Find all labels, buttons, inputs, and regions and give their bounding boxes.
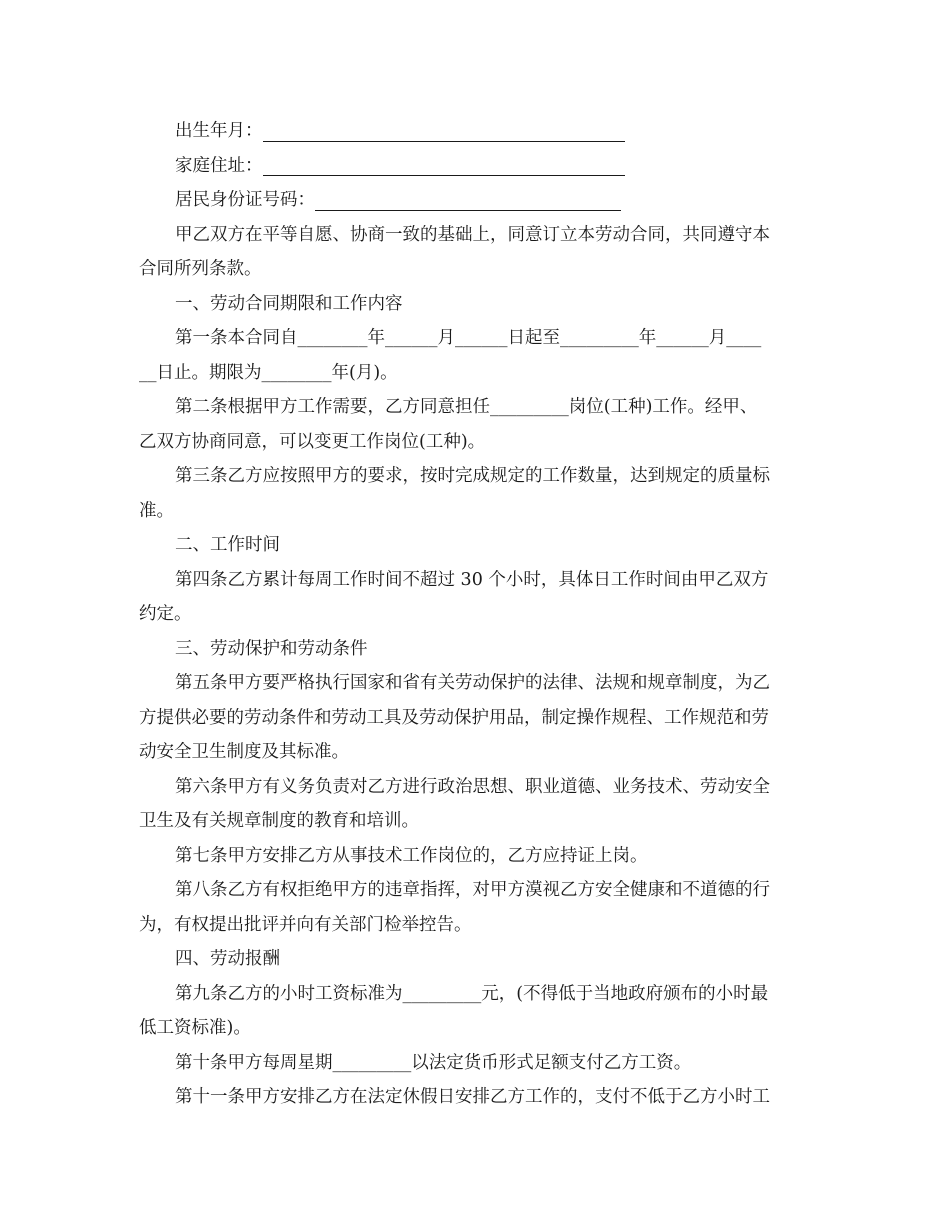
text-line: 第七条甲方安排乙方从事技术工作岗位的，乙方应持证上岗。	[175, 845, 648, 866]
text-line: 二、工作时间	[175, 535, 280, 555]
text-line: 三、劳动保护和劳动条件	[175, 638, 368, 659]
text-line: 动安全卫生制度及其标准。	[139, 742, 349, 762]
article-11	[139, 1080, 815, 1115]
section-heading	[139, 287, 815, 322]
text-line: __日止。期限为________年(月)。	[139, 362, 398, 383]
blank-line	[315, 190, 621, 211]
text-line: 第一条本合同自________年______月______日起至_________年______月____	[175, 328, 762, 348]
text-line: 卫生及有关规章制度的教育和培训。	[139, 811, 419, 831]
text-line: 第八条乙方有权拒绝甲方的违章指挥，对甲方漠视乙方安全健康和不道德的行	[175, 880, 770, 900]
text-line: 约定。	[139, 604, 192, 624]
field-birth-date	[139, 114, 815, 149]
article-3	[139, 459, 815, 528]
text-line: 为，有权提出批评并向有关部门检举控告。	[139, 914, 472, 935]
text-line: 第六条甲方有义务负责对乙方进行政治思想、职业道德、业务技术、劳动安全	[175, 776, 770, 797]
text-line: 乙双方协商同意，可以变更工作岗位(工种)。	[139, 431, 486, 452]
text-line: 甲乙双方在平等自愿、协商一致的基础上，同意订立本劳动合同，共同遵守本	[175, 224, 770, 245]
article-1	[139, 321, 815, 390]
text-line: 准。	[139, 500, 174, 521]
article-5	[139, 666, 815, 770]
text-line: 第三条乙方应按照甲方的要求，按时完成规定的工作数量，达到规定的质量标	[175, 466, 770, 486]
article-9	[139, 977, 815, 1046]
field-id-number	[139, 183, 815, 218]
text-line: 方提供必要的劳动条件和劳动工具及劳动保护用品，制定操作规程、工作规范和劳	[139, 707, 769, 728]
section-heading	[139, 942, 815, 977]
contract-body	[139, 114, 815, 1115]
text-line: 四、劳动报酬	[175, 949, 280, 969]
blank-line	[263, 155, 625, 176]
field-home-address	[139, 149, 815, 184]
text-line: 一、劳动合同期限和工作内容	[175, 293, 403, 314]
article-7	[139, 839, 815, 874]
text-line: 第十条甲方每周星期_________以法定货币形式足额支付乙方工资。	[175, 1052, 692, 1073]
text-line: 合同所列条款。	[139, 259, 262, 279]
text-line: 第五条甲方要严格执行国家和省有关劳动保护的法律、法规和规章制度，为乙	[175, 673, 770, 693]
text-line: 第十一条甲方安排乙方在法定休假日安排乙方工作的，支付不低于乙方小时工	[175, 1087, 770, 1107]
text-line: 低工资标准)。	[139, 1018, 251, 1038]
article-2	[139, 390, 815, 459]
field-label: 家庭住址：	[175, 155, 263, 176]
article-8	[139, 873, 815, 942]
section-heading	[139, 632, 815, 667]
article-4	[139, 563, 815, 632]
text-line: 第九条乙方的小时工资标准为_________元，(不得低于当地政府颁布的小时最	[175, 983, 769, 1004]
text-line: 第二条根据甲方工作需要，乙方同意担任_________岗位(工种)工作。经甲、	[175, 397, 758, 417]
field-label: 居民身份证号码：	[175, 190, 315, 210]
article-10	[139, 1046, 815, 1081]
field-label: 出生年月：	[175, 121, 263, 141]
section-heading	[139, 528, 815, 563]
blank-line	[263, 121, 625, 142]
article-6	[139, 770, 815, 839]
paragraph-intro	[139, 218, 815, 287]
text-line: 第四条乙方累计每周工作时间不超过 30 个小时，具体日工作时间由甲乙双方	[175, 569, 769, 590]
